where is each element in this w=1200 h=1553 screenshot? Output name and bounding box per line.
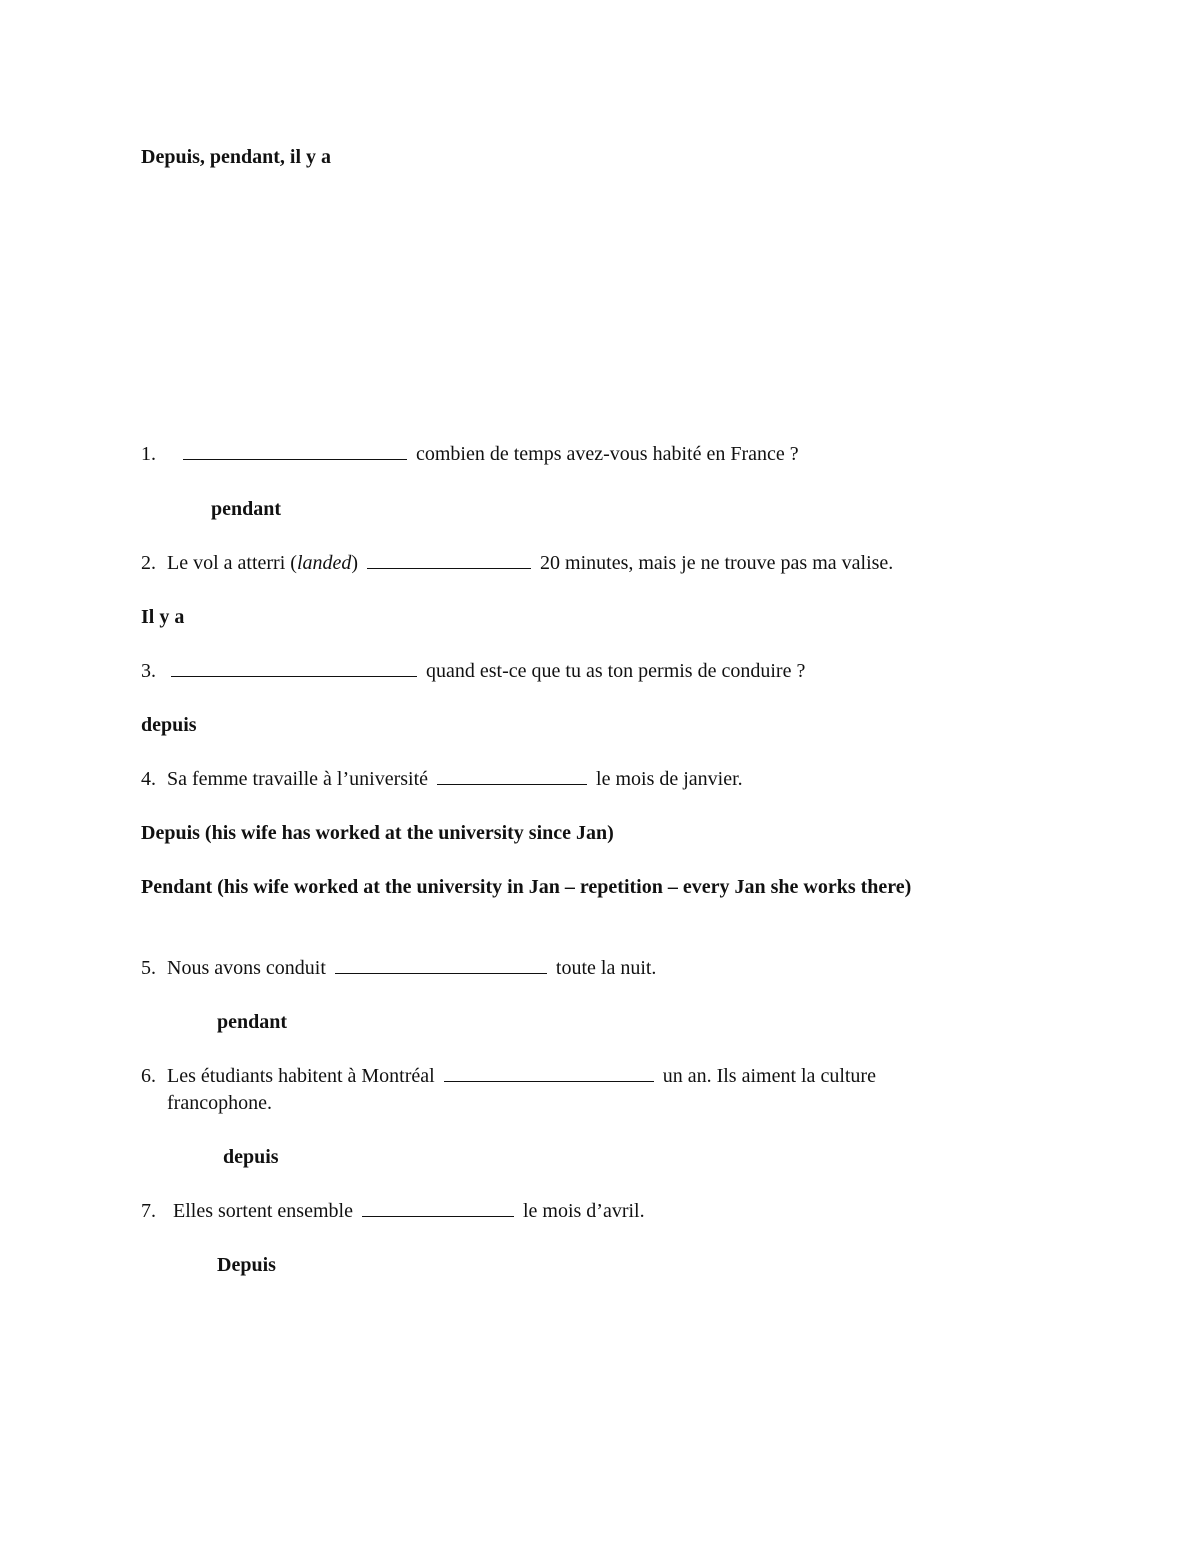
question-number: 2. bbox=[141, 552, 156, 574]
question-number: 5. bbox=[141, 957, 156, 979]
page-title: Depuis, pendant, il y a bbox=[141, 146, 332, 168]
question-3 bbox=[141, 658, 805, 684]
answer-4a: Depuis (his wife has worked at the university since Jan) bbox=[141, 822, 614, 844]
answer-blank bbox=[437, 766, 587, 785]
question-text-after: combien de temps avez-vous habité en France ? bbox=[416, 443, 799, 465]
question-text-close: ) bbox=[351, 552, 359, 574]
question-7 bbox=[141, 1198, 645, 1224]
question-number: 3. bbox=[141, 660, 156, 682]
answer-4b: Pendant (his wife worked at the university in Jan – repetition – every Jan she works there) bbox=[141, 876, 912, 898]
question-6 bbox=[141, 1063, 876, 1089]
answer-1: pendant bbox=[211, 498, 282, 520]
question-text-after: toute la nuit. bbox=[555, 957, 657, 979]
answer-blank bbox=[367, 550, 531, 569]
answer-blank bbox=[171, 658, 417, 677]
question-2 bbox=[141, 550, 893, 576]
question-4 bbox=[141, 766, 743, 792]
answer-7: Depuis bbox=[217, 1254, 276, 1276]
question-text-after: quand est-ce que tu as ton permis de conduire ? bbox=[426, 660, 806, 682]
answer-blank bbox=[335, 955, 547, 974]
question-number: 7. bbox=[141, 1200, 156, 1222]
question-number: 4. bbox=[141, 768, 156, 790]
answer-blank bbox=[183, 441, 407, 460]
answer-blank bbox=[444, 1063, 654, 1082]
answer-6: depuis bbox=[223, 1146, 279, 1168]
question-number: 6. bbox=[141, 1065, 156, 1087]
question-text-before: Les étudiants habitent à Montréal bbox=[167, 1065, 435, 1087]
question-text-after: le mois d’avril. bbox=[522, 1200, 645, 1222]
answer-blank bbox=[362, 1198, 514, 1217]
question-text-after: le mois de janvier. bbox=[596, 768, 743, 790]
question-6-continuation: francophone. bbox=[167, 1092, 272, 1114]
question-text-after: 20 minutes, mais je ne trouve pas ma valise. bbox=[540, 552, 894, 574]
question-5 bbox=[141, 955, 656, 981]
question-text-before: Elles sortent ensemble bbox=[173, 1200, 353, 1222]
question-text-after: un an. Ils aiment la culture bbox=[662, 1065, 876, 1087]
question-text-italic: landed bbox=[296, 552, 352, 574]
question-text-before: Sa femme travaille à l’université bbox=[167, 768, 429, 790]
question-text-before: Nous avons conduit bbox=[167, 957, 326, 979]
answer-2: Il y a bbox=[141, 606, 185, 628]
question-number: 1. bbox=[141, 443, 156, 465]
question-text-before: Le vol a atterri ( bbox=[167, 552, 297, 574]
question-1 bbox=[141, 441, 799, 467]
answer-3: depuis bbox=[141, 714, 197, 736]
answer-5: pendant bbox=[217, 1011, 288, 1033]
